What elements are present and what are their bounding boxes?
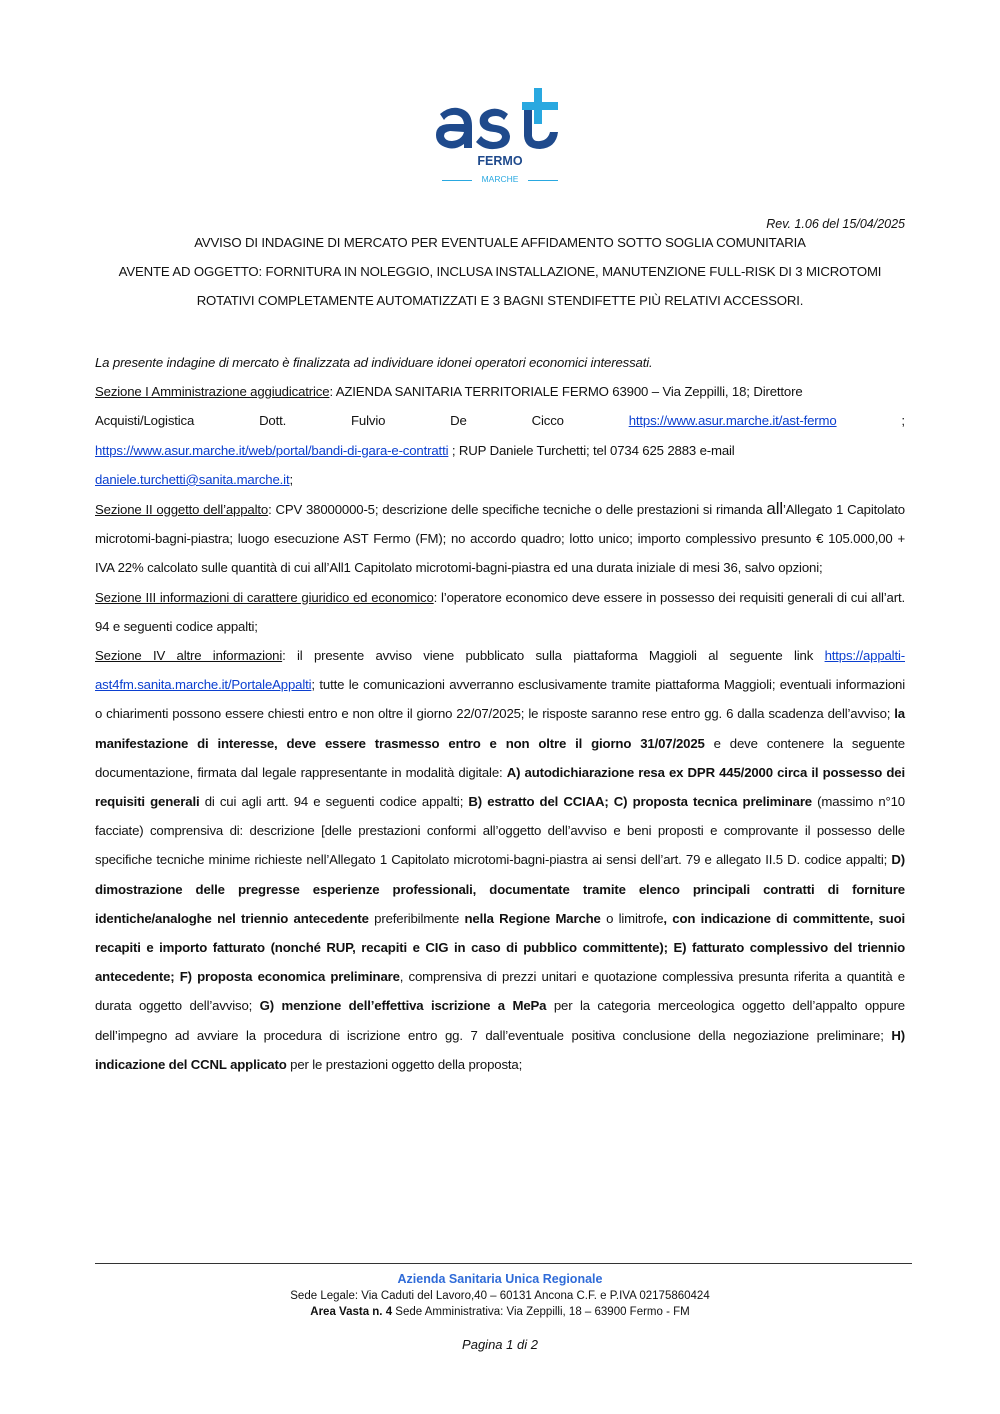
portale-appalti-link[interactable]: https://appalti-ast4fm.sanita.marche.it/PortaleAppalti <box>95 648 905 693</box>
page-number: Pagina 1 di 2 <box>462 1337 538 1352</box>
email-link[interactable]: daniele.turchetti@sanita.marche.it <box>95 471 290 487</box>
title-line-3: ROTATIVI COMPLETAMENTE AUTOMATIZZATI E 3 BAGNI STENDIFETTE PIÙ RELATIVI ACCESSORI. <box>196 293 804 308</box>
sezione-2-text: : CPV 38000000-5; descrizione delle specifiche tecniche o delle prestazioni si rimanda <box>268 502 763 518</box>
bold-fragment: A) autodichiarazione resa ex DPR 445/2000 circa il possesso dei requisiti generali <box>95 764 905 810</box>
text-fragment: o limitrofe <box>600 910 664 926</box>
bold-fragment: D) dimostrazione delle pregresse esperienze professionali, documentate tramite elenco principali contratti di forniture identiche/analoghe nel triennio antecedente <box>95 852 905 926</box>
text-fragment: Cicco <box>531 413 564 429</box>
ast-fermo-logo <box>430 84 570 188</box>
intro-paragraph: La presente indagine di mercato è finalizzata ad individuare idonei operatori economici interessati. <box>95 355 653 370</box>
logo-region-line-right <box>528 180 558 181</box>
text-fragment: di cui agli artt. 94 e seguenti codice appalti; <box>199 794 469 810</box>
text-fragment: Acquisti/Logistica <box>95 413 195 429</box>
ast-fermo-link[interactable]: https://www.asur.marche.it/ast-fermo <box>628 413 837 429</box>
sezione-1-spread-line <box>95 406 905 435</box>
ast-logo-graphic <box>430 84 570 188</box>
sezione-4-heading: Sezione IV altre informazioni <box>95 648 283 664</box>
sezione-1-heading: Sezione I Amministrazione aggiudicatrice <box>95 384 330 400</box>
footer-address: Sede Amministrativa: Via Zeppilli, 18 – 63900 Fermo - FM <box>392 1306 690 1318</box>
bold-fragment: nella Regione Marche <box>464 910 601 926</box>
sezione-3-paragraph <box>95 583 905 641</box>
sezione-1-paragraph <box>95 377 905 494</box>
sezione-2-paragraph <box>95 494 905 583</box>
text-fragment: per la categoria merceologica oggetto dell’appalto oppure dell’impegno ad avviare la procedura di iscrizione entro gg. 7 dall’eventuale positiva conclusione della negoziazione preliminare; <box>95 998 905 1043</box>
revision-label: Rev. 1.06 del 15/04/2025 <box>766 217 905 231</box>
footer-area-vasta: Area Vasta n. 4 <box>310 1306 393 1318</box>
sezione-2-heading: Sezione II oggetto dell’appalto <box>95 502 269 518</box>
sezione-4-paragraph <box>95 641 905 1079</box>
text-fragment: Fulvio <box>351 413 386 429</box>
bold-fragment: , con indicazione di committente, suoi recapiti e importo fatturato (nonché RUP, recapiti e CIG in caso di pubblico committente); E) fatturato complessivo del triennio antecedente; F) proposta economica preliminare <box>95 910 905 985</box>
bold-fragment: H) indicazione del CCNL applicato <box>95 1027 905 1072</box>
text-fragment: : il presente avviso viene pubblicato sulla piattaforma Maggioli al seguente link <box>282 648 825 664</box>
footer-divider <box>95 1263 912 1264</box>
sezione-1-text: : AZIENDA SANITARIA TERRITORIALE FERMO 63900 – Via Zeppilli, 18; Direttore <box>329 384 803 400</box>
text-fragment: ; <box>901 413 905 429</box>
sezione-3-text: : l’operatore economico deve essere in possesso dei requisiti generali di cui all’art. 94 e seguenti codice appalti; <box>95 589 905 634</box>
bold-fragment: la manifestazione di interesse, deve essere trasmesso entro e non oltre il giorno 31/07/2025 <box>95 706 905 751</box>
sezione-3-heading: Sezione III informazioni di carattere giuridico ed economico <box>95 589 434 605</box>
bold-fragment: B) estratto del CCIAA; C) proposta tecnica preliminare <box>468 794 812 810</box>
all-fragment: all <box>766 499 783 519</box>
text-fragment: (massimo n°10 facciate) comprensiva di: descrizione [delle prestazioni conformi all’oggetto dell’avviso e beni proposti e comprovante il possesso delle specifiche tecniche minime richieste nell’Allegato 1 Capitolato microtomi-bagni-piastra ai sensi dell’art. 79 e allegato II.5 D. codice appalti; <box>95 794 905 868</box>
footer-org-name: Azienda Sanitaria Unica Regionale <box>397 1272 603 1286</box>
text-fragment: preferibilmente <box>368 910 465 926</box>
sezione-2-text-cont: ’Allegato 1 Capitolato microtomi-bagni-piastra; luogo esecuzione AST Fermo (FM); no accordo quadro; lotto unico; importo complessivo presunto € 105.000,00 + IVA 22% calcolato sulle quantità di cui all’All1 Capitolato microtomi-bagni-piastra ed una durata iniziale di mesi 36, salvo opzioni; <box>95 502 905 576</box>
text-fragment: Dott. <box>259 413 287 429</box>
text-fragment: ; tutte le comunicazioni avverranno esclusivamente tramite piattaforma Maggioli; eventuali informazioni o chiarimenti possono essere chiesti entro e non oltre il giorno 22/07/2025; le risposte saranno rese entro gg. 6 dalla scadenza dell’avviso; <box>95 677 905 722</box>
footer-sede-amministrativa <box>95 1306 905 1318</box>
text-fragment: e deve contenere la seguente documentazione, firmata dal legale rappresentante in modalità digitale: <box>95 735 905 780</box>
text-fragment: per le prestazioni oggetto della proposta; <box>286 1056 523 1072</box>
footer-sede-legale: Sede Legale: Via Caduti del Lavoro,40 – 60131 Ancona C.F. e P.IVA 02175860424 <box>290 1290 710 1302</box>
text-fragment: De <box>450 413 467 429</box>
logo-region-text: MARCHE <box>481 174 519 184</box>
text-fragment: , comprensiva di prezzi unitari e quotazione complessiva presunta riferita a quantità e durata oggetto dell’avviso; <box>95 969 905 1014</box>
logo-sub-text: FERMO <box>477 154 523 168</box>
text-fragment: ; <box>289 471 293 487</box>
bandi-gara-link[interactable]: https://www.asur.marche.it/web/portal/bandi-di-gara-e-contratti <box>95 442 449 458</box>
title-line-1: AVVISO DI INDAGINE DI MERCATO PER EVENTUALE AFFIDAMENTO SOTTO SOGLIA COMUNITARIA <box>194 235 806 250</box>
title-line-2: AVENTE AD OGGETTO: FORNITURA IN NOLEGGIO, INCLUSA INSTALLAZIONE, MANUTENZIONE FULL-RISK DI 3 MICROTOMI <box>118 264 882 279</box>
bold-fragment: G) menzione dell’effettiva iscrizione a MePa <box>259 998 547 1014</box>
sezione-1-rup-text: ; RUP Daniele Turchetti; tel 0734 625 2883 e-mail <box>448 442 735 458</box>
document-body <box>95 348 905 1079</box>
